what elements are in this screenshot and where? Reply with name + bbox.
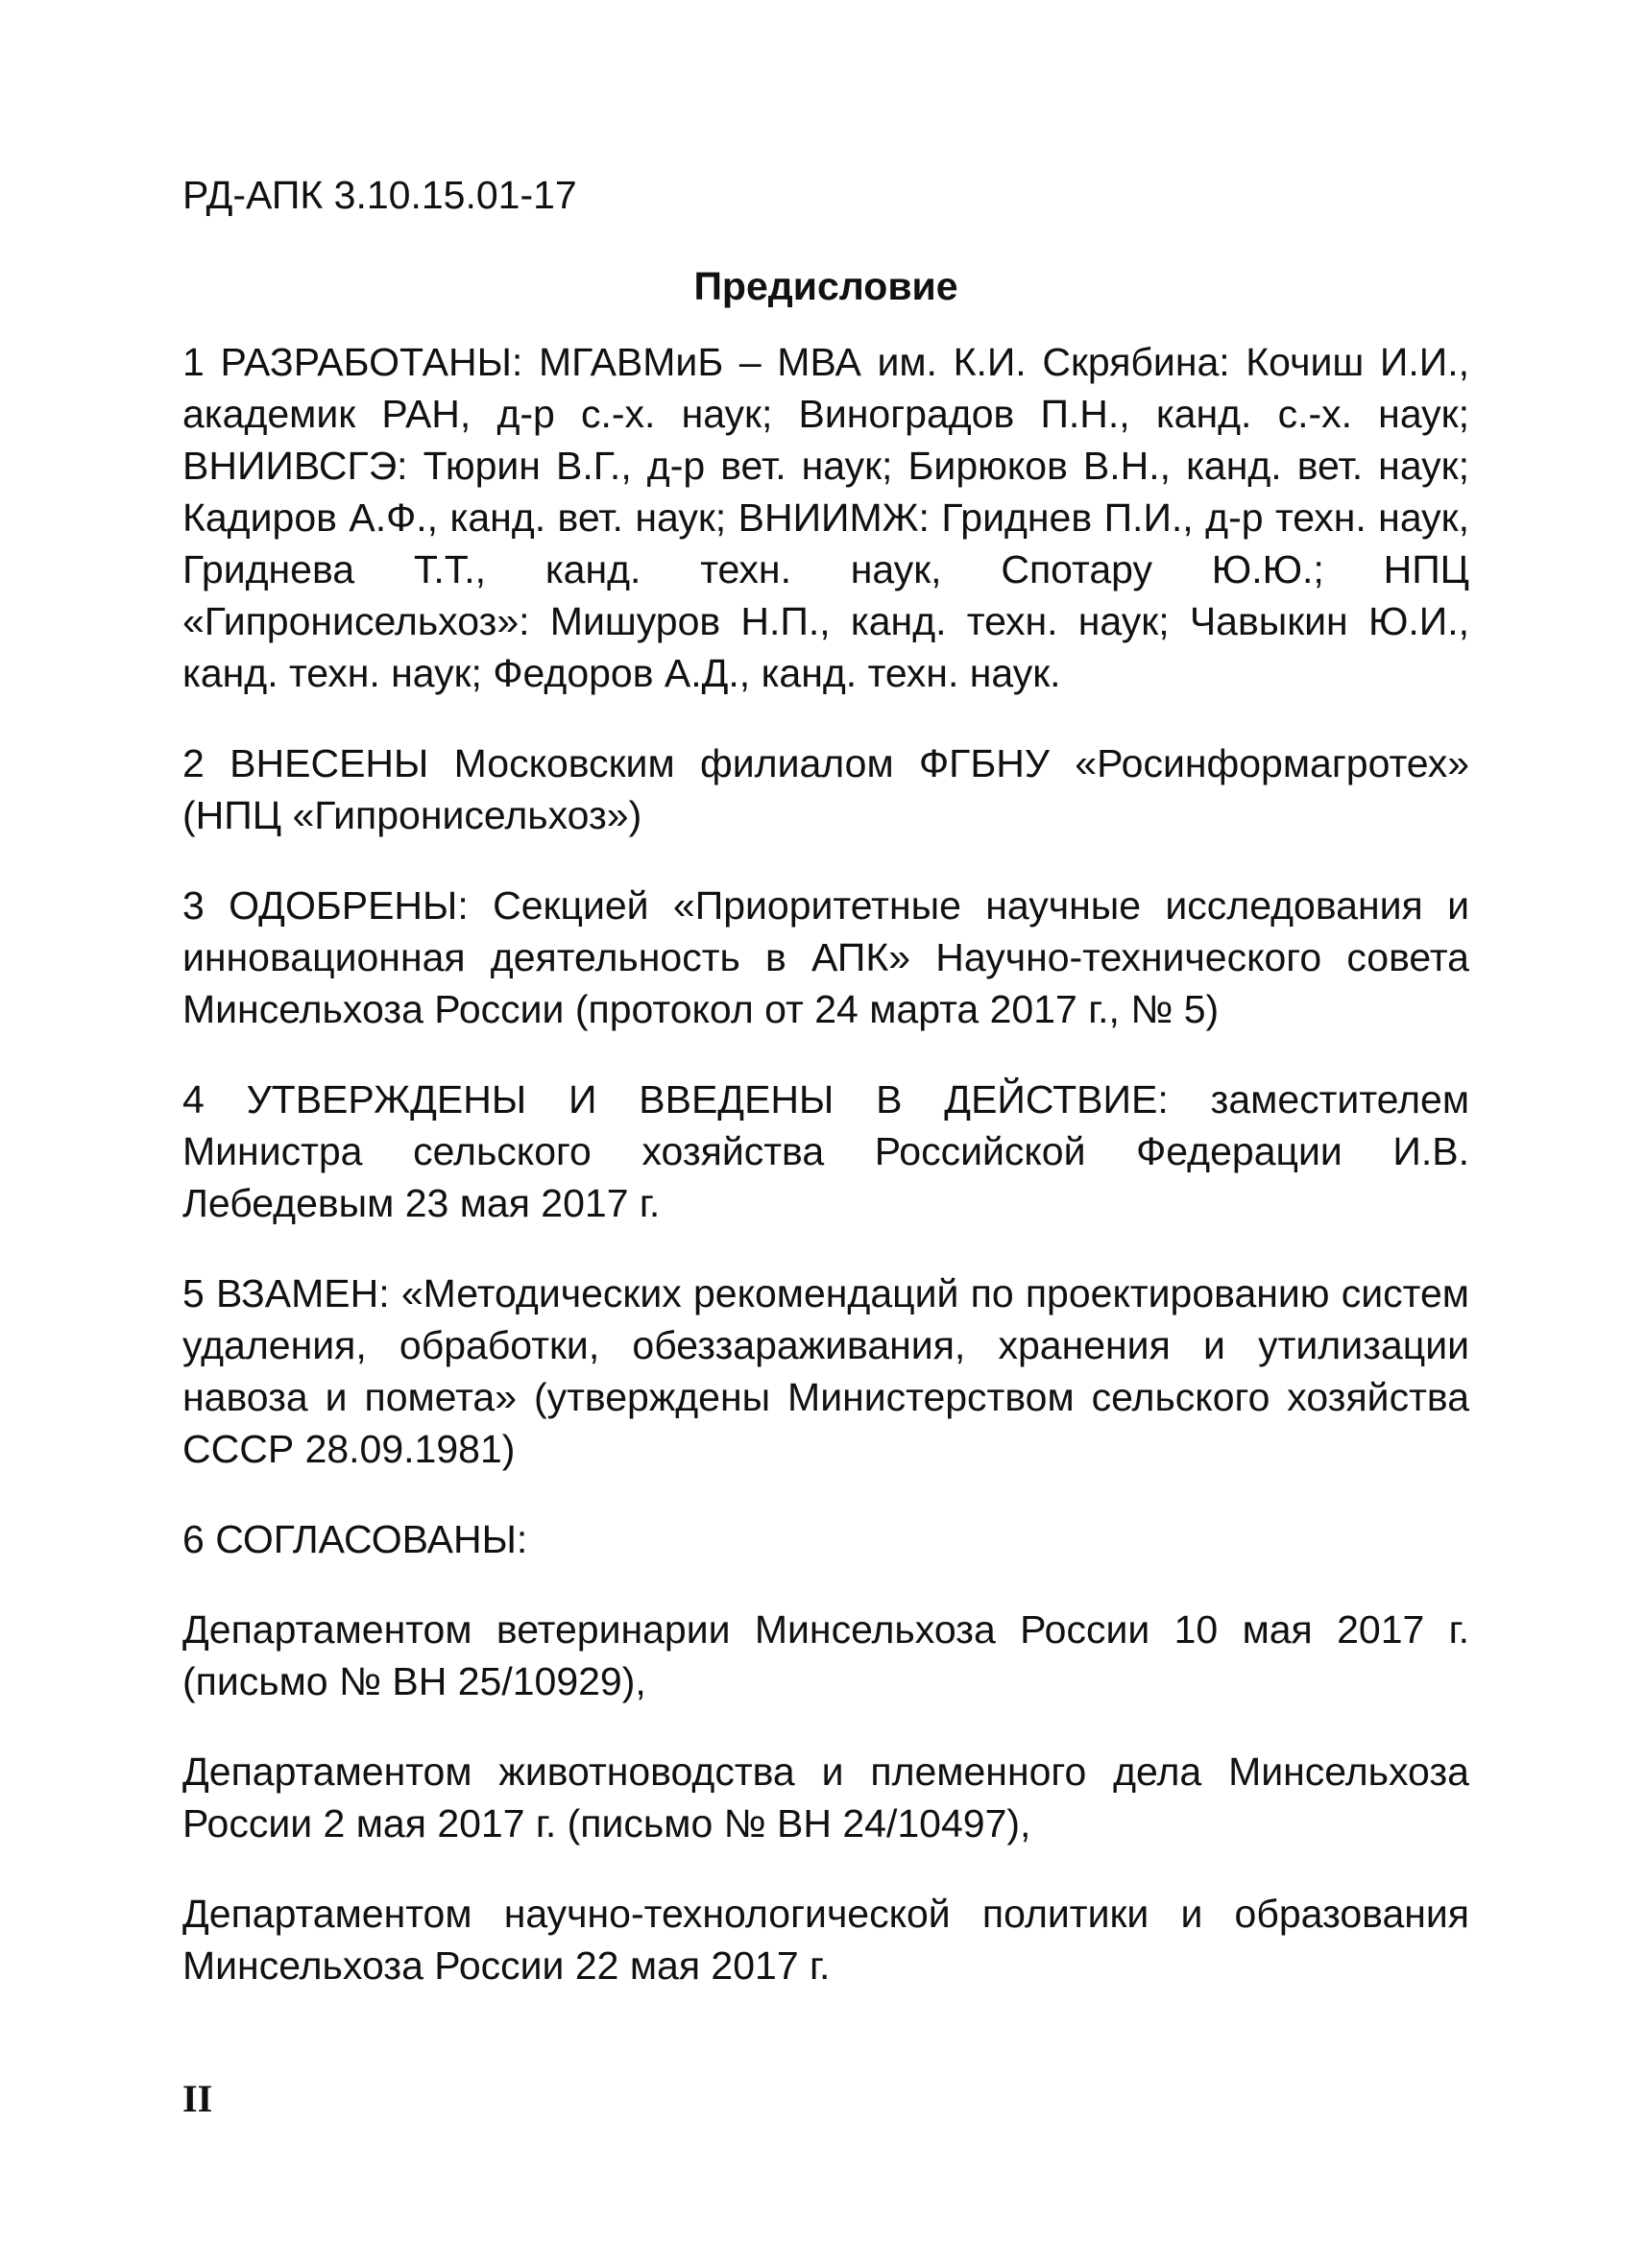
paragraph-agreed-livestock: Департаментом животноводства и племенного дела Минсельхоза России 2 мая 2017 г. (письмо № ВН 24/10497), — [182, 1749, 1469, 1846]
paragraph-agreed: 6 СОГЛАСОВАНЫ: — [182, 1517, 528, 1561]
page-title: Предисловие — [693, 264, 958, 308]
paragraph-agreed-science-policy: Департаментом научно-технологической политики и образования Минсельхоза России 22 мая 2017 г. — [182, 1892, 1469, 1988]
paragraph-replaces: 5 ВЗАМЕН: «Методических рекомендаций по проектированию систем удаления, обработки, обеззараживания, хранения и утилизации навоза и помета» (утверждены Министерством сельского хозяйства СССР 28.09.1981) — [182, 1271, 1469, 1471]
document-code: РД-АПК 3.10.15.01-17 — [182, 173, 577, 217]
paragraph-developed-by: 1 РАЗРАБОТАНЫ: МГАВМиБ – МВА им. К.И. Скрябина: Кочиш И.И., академик РАН, д-р с.-х. наук; Виноградов П.Н., канд. с.-х. наук; ВНИИВСГЭ: Тюрин В.Г., д-р вет. наук; Бирюков В.Н., канд. вет. наук; Кадиров А.Ф., канд. вет. наук; ВНИИМЖ: Гриднев П.И., д-р техн. наук, Гриднева Т.Т., канд. техн. наук, Спотару Ю.Ю.; НПЦ «Гипронисельхоз»: Мишуров Н.П., канд. техн. наук; Чавыкин Ю.И., канд. техн. наук; Федоров А.Д., канд. техн. наук. — [182, 340, 1469, 695]
page-number: II — [182, 2077, 213, 2120]
paragraph-submitted-by: 2 ВНЕСЕНЫ Московским филиалом ФГБНУ «Росинформагротех» (НПЦ «Гипронисельхоз») — [182, 741, 1469, 837]
paragraph-approved-by: 3 ОДОБРЕНЫ: Секцией «Приоритетные научные исследования и инновационная деятельность в АПК» Научно-технического совета Минсельхоза России (протокол от 24 марта 2017 г., № 5) — [182, 883, 1469, 1031]
paragraph-agreed-veterinary: Департаментом ветеринарии Минсельхоза России 10 мая 2017 г. (письмо № ВН 25/10929), — [182, 1607, 1469, 1703]
paragraph-enacted: 4 УТВЕРЖДЕНЫ И ВВЕДЕНЫ В ДЕЙСТВИЕ: заместителем Министра сельского хозяйства Российской Федерации И.В. Лебедевым 23 мая 2017 г. — [182, 1077, 1469, 1225]
preface-body — [182, 336, 1469, 2030]
